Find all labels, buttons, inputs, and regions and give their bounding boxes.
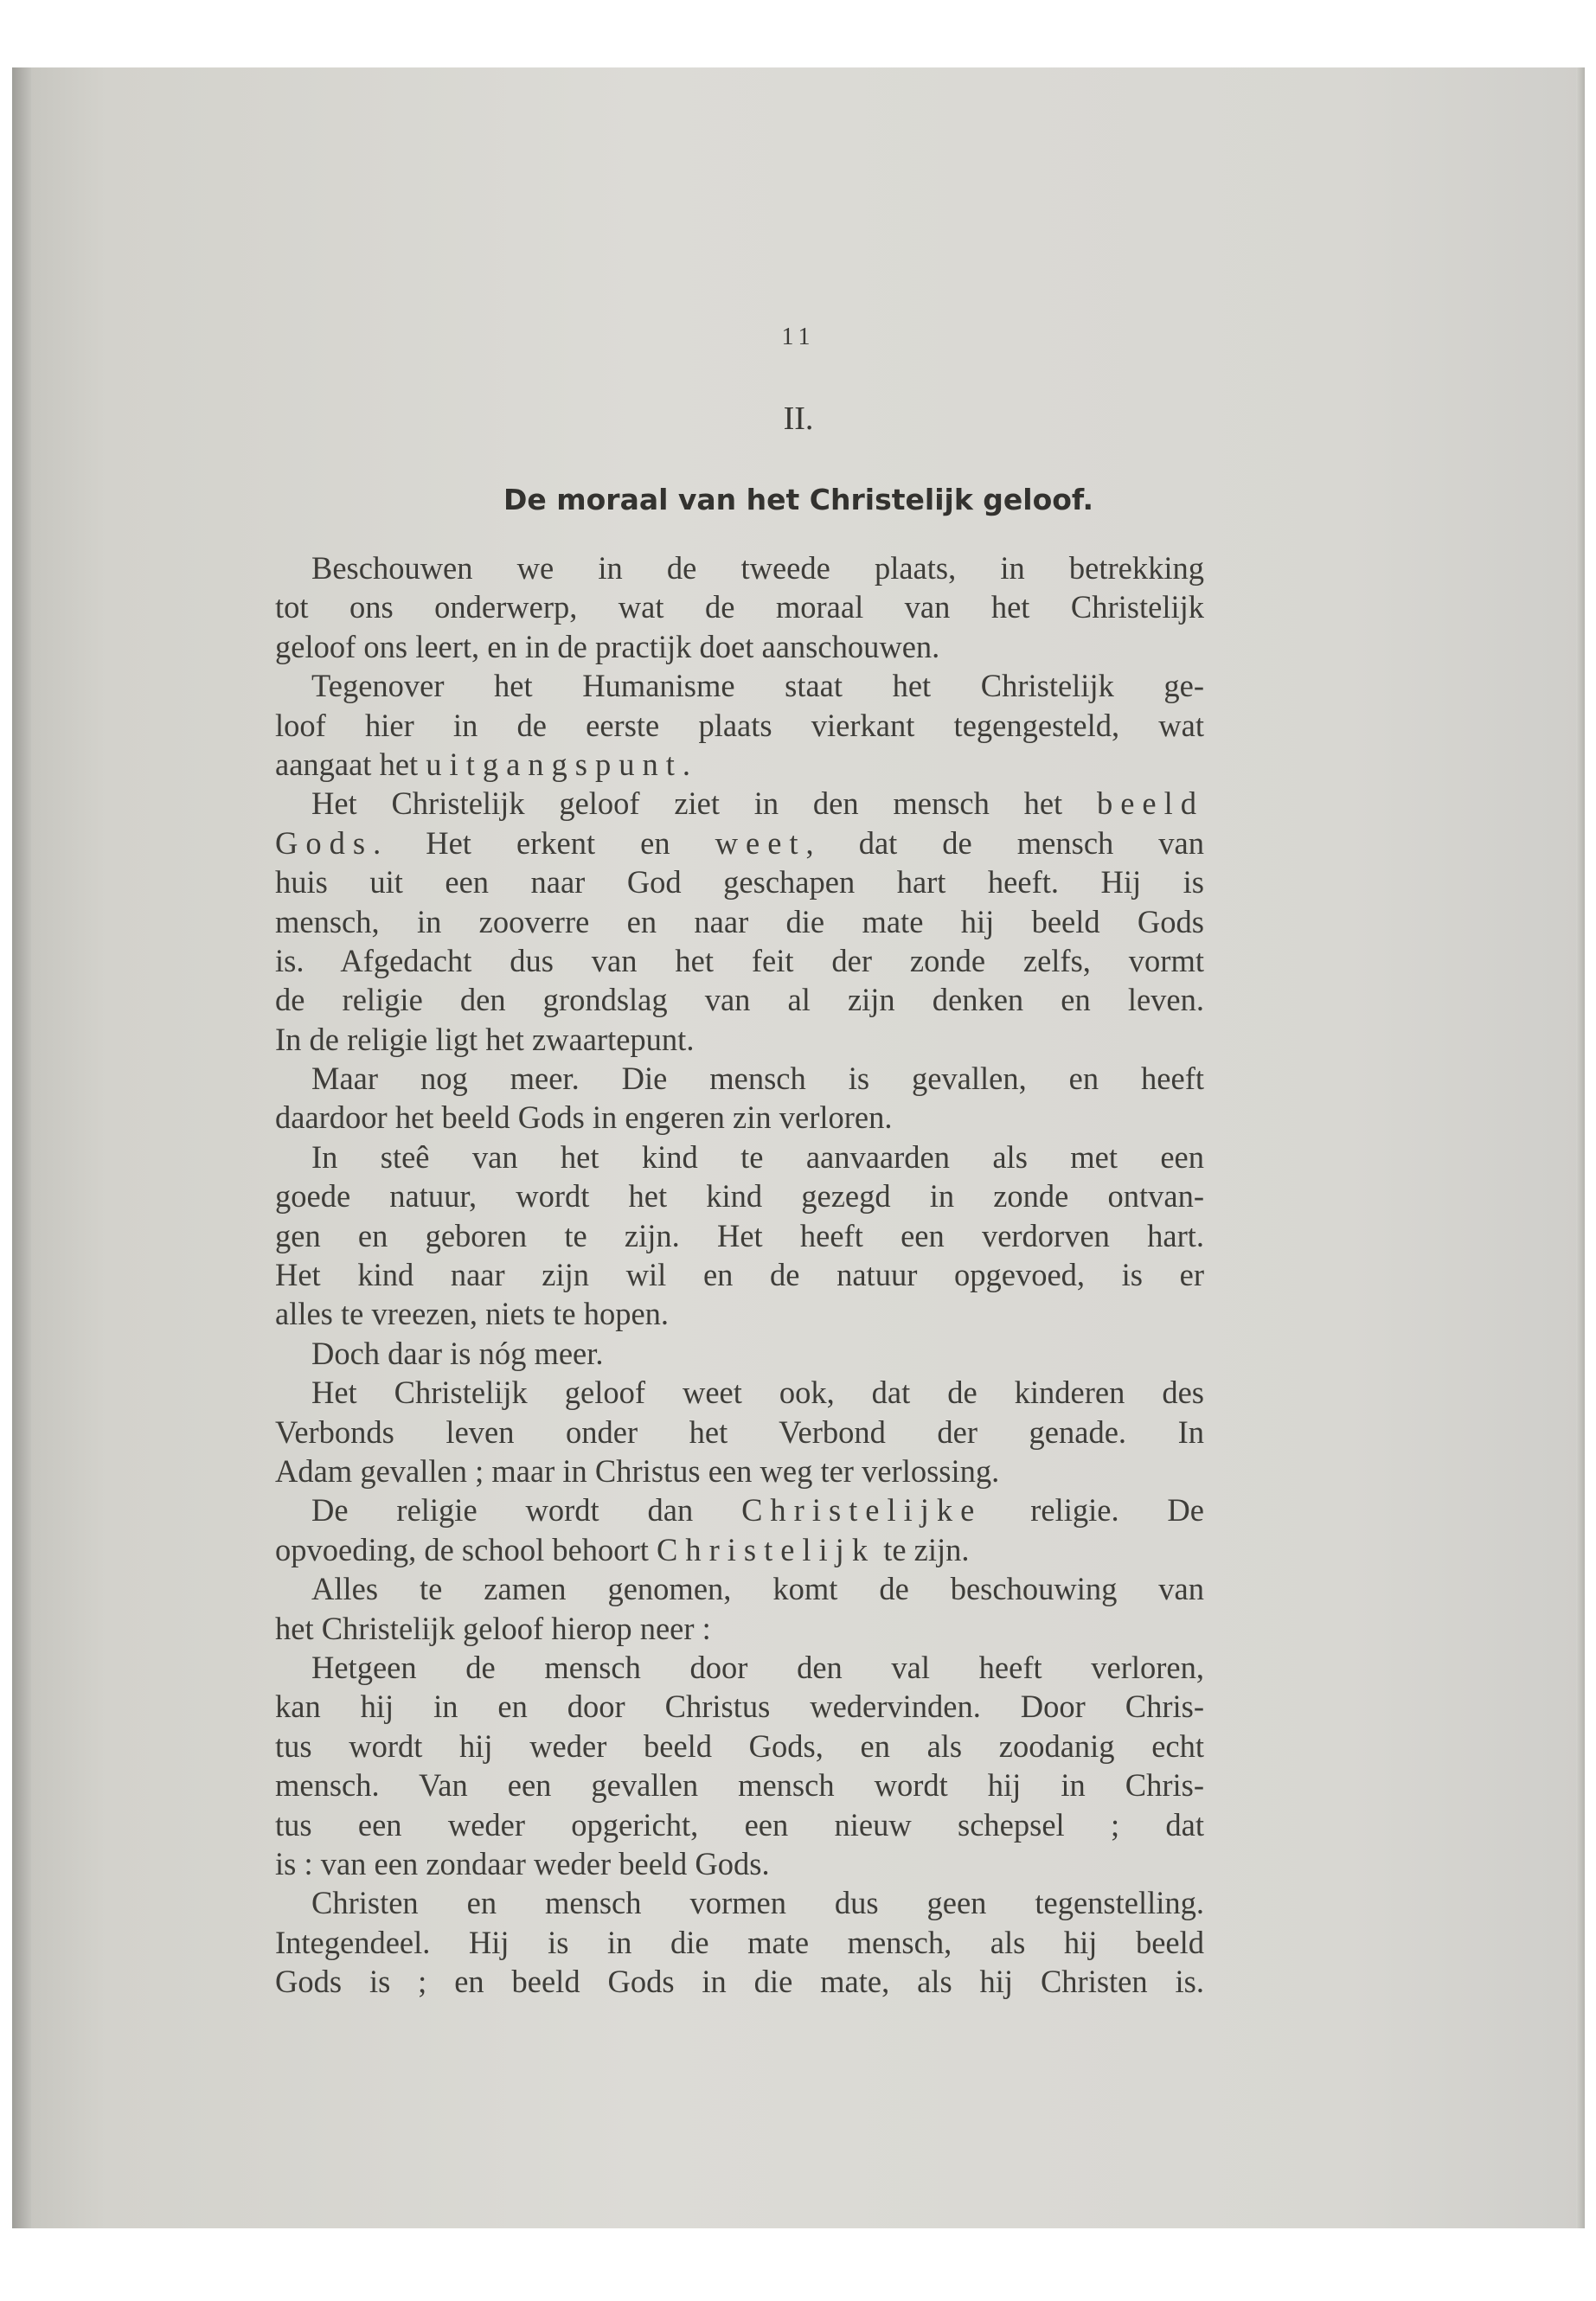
- text-line: [275, 1020, 1204, 1059]
- text-segment: Tegenover het Humanisme staat het Christelijk ge-: [311, 668, 1204, 704]
- text-segment: Verbonds leven onder het Verbond der genade. In: [275, 1413, 1204, 1450]
- text-line: [275, 666, 1204, 705]
- paragraph: [275, 1883, 1204, 2001]
- page-number: 11: [781, 324, 816, 350]
- paragraph: [275, 1569, 1204, 1648]
- text-segment: Gods is ; en beeld Gods in die mate, als hij Christen is.: [275, 1964, 1204, 2000]
- text-line: [275, 706, 1204, 745]
- text-line: [275, 1176, 1204, 1215]
- text-segment: In de religie ligt het zwaartepunt.: [275, 1021, 695, 1057]
- emphasized-text: Christelijk: [656, 1531, 876, 1567]
- paper-sheet: [12, 67, 1585, 2228]
- text-segment: te zijn.: [875, 1531, 970, 1567]
- text-line: [275, 1373, 1204, 1412]
- text-line: [275, 941, 1204, 980]
- text-line: [275, 1452, 1204, 1490]
- text-segment: Doch daar is nóg meer.: [311, 1335, 604, 1371]
- text-line: [275, 980, 1204, 1019]
- emphasized-text: Gods: [275, 824, 374, 861]
- text-segment: Adam gevallen ; maar in Christus een weg ter verlossing.: [275, 1452, 1000, 1489]
- text-segment: Alles te zamen genomen, komt de beschouwing van: [311, 1571, 1204, 1607]
- text-line: [275, 824, 1204, 862]
- text-segment: Het kind naar zijn wil en de natuur opgevoed, is er: [275, 1257, 1204, 1293]
- text-line: [275, 1138, 1204, 1176]
- emphasized-text: beeld: [1096, 785, 1204, 822]
- text-line: [275, 745, 1204, 784]
- text-segment: Hetgeen de mensch door den val heeft verloren,: [311, 1649, 1204, 1685]
- text-line: [275, 1766, 1204, 1804]
- text-line: [275, 1569, 1204, 1608]
- text-segment: Het Christelijk geloof weet ook, dat de kinderen des: [311, 1375, 1204, 1411]
- text-line: [275, 1413, 1204, 1452]
- paragraph: [275, 1648, 1204, 1883]
- text-segment: de religie den grondslag van al zijn denken en leven.: [275, 982, 1204, 1018]
- text-segment: . Het erkent en: [373, 824, 715, 861]
- text-line: [275, 1098, 1204, 1137]
- paragraph: [275, 1138, 1204, 1334]
- text-line: [275, 1962, 1204, 2001]
- text-segment: Integendeel. Hij is in die mate mensch, als hij beeld: [275, 1924, 1204, 1960]
- text-segment: religie. De: [982, 1492, 1204, 1529]
- text-segment: is. Afgedacht dus van het feit der zonde zelfs, vormt: [275, 942, 1204, 978]
- text-segment: tot ons onderwerp, wat de moraal van het Christelijk: [275, 589, 1204, 625]
- text-segment: is : van een zondaar weder beeld Gods.: [275, 1845, 770, 1881]
- text-line: [275, 1294, 1204, 1333]
- paragraph: [275, 1059, 1204, 1138]
- text-segment: geloof ons leert, en in de practijk doet aanschouwen.: [275, 628, 940, 664]
- text-line: [275, 587, 1204, 626]
- text-segment: huis uit een naar God geschapen hart heeft. Hij is: [275, 864, 1204, 901]
- text-line: [275, 1490, 1204, 1529]
- paragraph: [275, 666, 1204, 784]
- text-line: [275, 548, 1204, 587]
- text-segment: goede natuur, wordt het kind gezegd in zonde ontvan-: [275, 1178, 1204, 1215]
- text-line: [275, 862, 1204, 901]
- text-segment: Het Christelijk geloof ziet in den mensch het: [311, 785, 1097, 822]
- text-segment: mensch, in zooverre en naar die mate hij beeld Gods: [275, 903, 1204, 939]
- text-segment: kan hij in en door Christus wedervinden. Door Chris-: [275, 1689, 1204, 1725]
- emphasized-text: weet: [715, 824, 806, 861]
- text-segment: tus een weder opgericht, een nieuw schepsel ; dat: [275, 1806, 1204, 1843]
- text-line: [275, 1844, 1204, 1883]
- text-line: [275, 1648, 1204, 1687]
- text-segment: tus wordt hij weder beeld Gods, en als zoodanig echt: [275, 1727, 1204, 1764]
- text-segment: aangaat het: [275, 746, 426, 782]
- text-segment: alles te vreezen, niets te hopen.: [275, 1296, 670, 1332]
- text-line: [275, 1923, 1204, 1962]
- text-line: [275, 1609, 1204, 1648]
- emphasized-text: uitgangspunt: [426, 746, 683, 782]
- text-segment: mensch. Van een gevallen mensch wordt hij in Chris-: [275, 1767, 1204, 1804]
- paragraph: [275, 1490, 1204, 1569]
- text-segment: opvoeding, de school behoort: [275, 1531, 657, 1567]
- text-segment: gen en geboren te zijn. Het heeft een verdorven hart.: [275, 1217, 1204, 1253]
- paragraph: [275, 548, 1204, 666]
- text-line: [275, 1059, 1204, 1098]
- paragraph: [275, 784, 1204, 1059]
- binding-shadow: [12, 67, 31, 2228]
- text-segment: In steê van het kind te aanvaarden als met een: [311, 1138, 1204, 1175]
- text-line: [275, 1216, 1204, 1255]
- text-line: [275, 1530, 1204, 1569]
- text-line: [275, 1334, 1204, 1373]
- paragraph: [275, 1334, 1204, 1373]
- text-line: [275, 627, 1204, 666]
- text-line: [275, 1805, 1204, 1844]
- text-segment: het Christelijk geloof hierop neer :: [275, 1610, 711, 1646]
- text-line: [275, 784, 1204, 823]
- text-segment: , dat de mensch van: [805, 824, 1204, 861]
- paragraph: [275, 1373, 1204, 1490]
- text-segment: Christen en mensch vormen dus geen tegenstelling.: [311, 1885, 1204, 1921]
- text-segment: .: [682, 746, 690, 782]
- text-line: [275, 1687, 1204, 1726]
- text-segment: daardoor het beeld Gods in engeren zin verloren.: [275, 1099, 893, 1136]
- emphasized-text: Christelijke: [741, 1492, 983, 1529]
- chapter-title: De moraal van het Christelijk geloof.: [503, 483, 1094, 516]
- body-text: [275, 548, 1204, 2001]
- paper-edge: [1576, 67, 1585, 2228]
- text-line: [275, 902, 1204, 941]
- chapter-number: II.: [783, 401, 814, 437]
- text-segment: Maar nog meer. Die mensch is gevallen, en heeft: [311, 1061, 1204, 1097]
- text-segment: loof hier in de eerste plaats vierkant tegengesteld, wat: [275, 707, 1204, 743]
- text-line: [275, 1727, 1204, 1766]
- text-segment: De religie wordt dan: [311, 1492, 742, 1529]
- text-line: [275, 1255, 1204, 1294]
- text-line: [275, 1883, 1204, 1922]
- text-segment: Beschouwen we in de tweede plaats, in betrekking: [311, 550, 1204, 586]
